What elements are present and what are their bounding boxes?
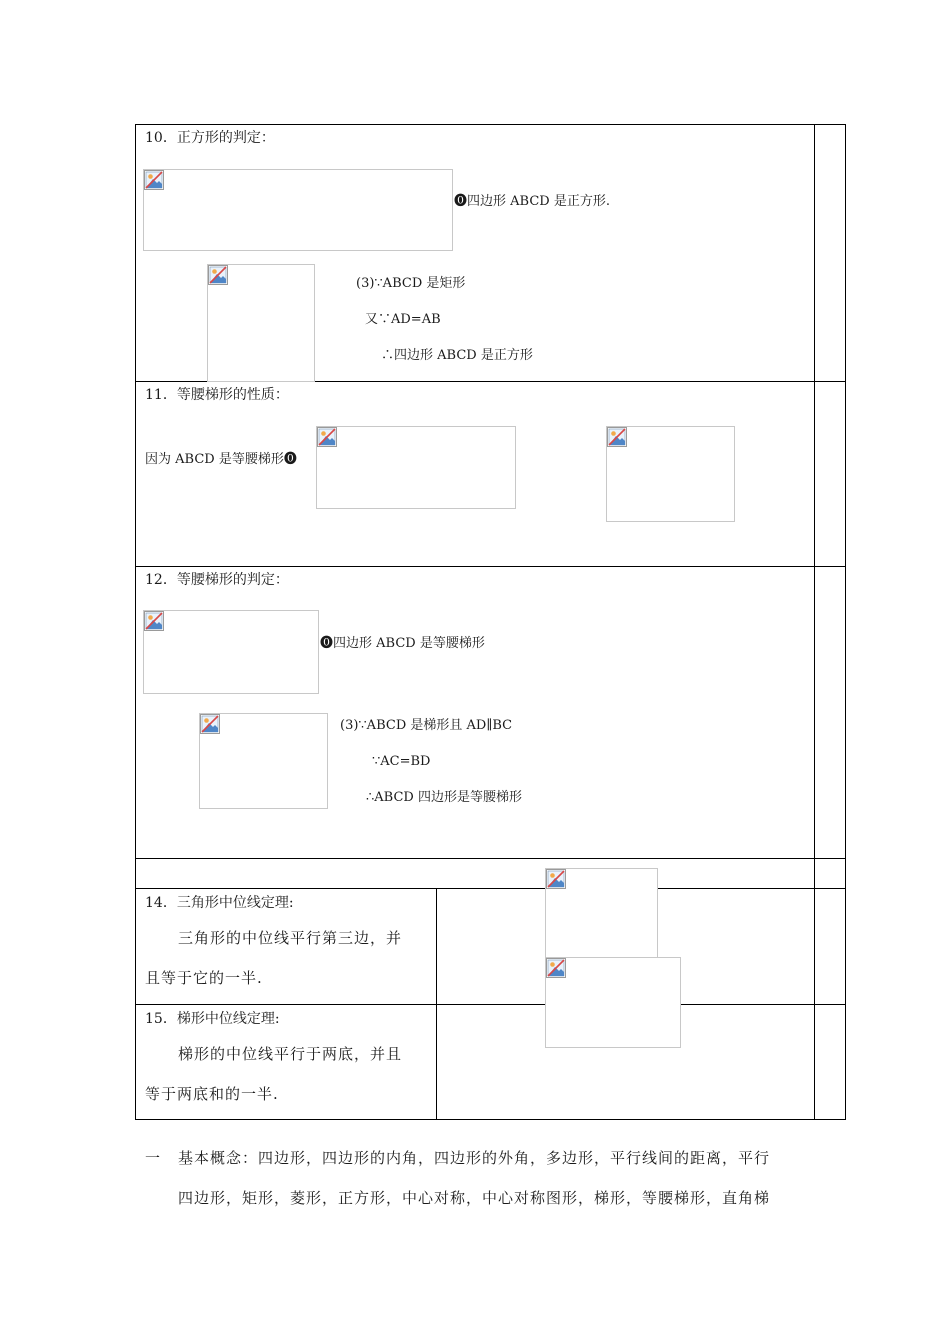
image-placeholder: [606, 426, 735, 522]
proof-step: 又∵AD=AB: [365, 312, 441, 327]
row-divider: [135, 888, 846, 889]
table-border-bottom: [135, 1119, 846, 1120]
broken-image-icon: [317, 427, 337, 447]
section-14-text: 三角形的中位线平行第三边，并: [178, 929, 403, 947]
list-marker: 一: [145, 1149, 162, 1167]
proof-step: (3)∵ABCD 是梯形且 AD∥BC: [340, 718, 513, 733]
broken-image-icon: [546, 869, 566, 889]
section-12-title: 12．等腰梯形的判定：: [145, 572, 289, 588]
proof-step: (3)∵ABCD 是矩形: [356, 276, 466, 291]
row-divider: [135, 1004, 846, 1005]
proof-step: ∵AC=BD: [372, 754, 431, 769]
section-12-conclusion: ⓿四边形 ABCD 是等腰梯形: [320, 636, 485, 651]
section-10-conclusion: ⓿四边形 ABCD 是正方形.: [454, 194, 610, 209]
column-divider: [436, 888, 437, 1120]
section-14-title: 14．三角形中位线定理:: [145, 895, 294, 911]
section-10-title: 10．正方形的判定：: [145, 130, 275, 146]
section-11-title: 11．等腰梯形的性质：: [145, 387, 289, 403]
section-15-title: 15．梯形中位线定理:: [145, 1011, 280, 1027]
table-border-top: [135, 124, 846, 125]
image-placeholder: [207, 264, 315, 382]
image-placeholder: [143, 610, 319, 694]
image-placeholder: [143, 169, 453, 251]
basic-concepts-line: 四边形，矩形，菱形，正方形，中心对称，中心对称图形，梯形，等腰梯形，直角梯: [178, 1189, 771, 1207]
broken-image-icon: [546, 958, 566, 978]
table-border-left: [135, 124, 136, 1120]
proof-step: ∴ABCD 四边形是等腰梯形: [366, 790, 522, 805]
section-11-statement: 因为 ABCD 是等腰梯形⓿: [145, 452, 297, 467]
basic-concepts-line: 基本概念：四边形，四边形的内角，四边形的外角，多边形，平行线间的距离，平行: [178, 1149, 771, 1167]
section-15-text: 等于两底和的一半.: [145, 1085, 279, 1103]
broken-image-icon: [208, 265, 228, 285]
table-border-right: [845, 124, 846, 1120]
broken-image-icon: [144, 611, 164, 631]
image-placeholder: [316, 426, 516, 509]
row-divider: [135, 858, 846, 859]
image-placeholder: [199, 713, 328, 809]
broken-image-icon: [144, 170, 164, 190]
broken-image-icon: [200, 714, 220, 734]
column-divider: [814, 124, 815, 1120]
section-15-text: 梯形的中位线平行于两底，并且: [178, 1045, 403, 1063]
image-placeholder: [545, 957, 681, 1048]
row-divider: [135, 566, 846, 567]
broken-image-icon: [607, 427, 627, 447]
proof-step: ∴四边形 ABCD 是正方形: [381, 348, 533, 363]
section-14-text: 且等于它的一半.: [145, 969, 263, 987]
